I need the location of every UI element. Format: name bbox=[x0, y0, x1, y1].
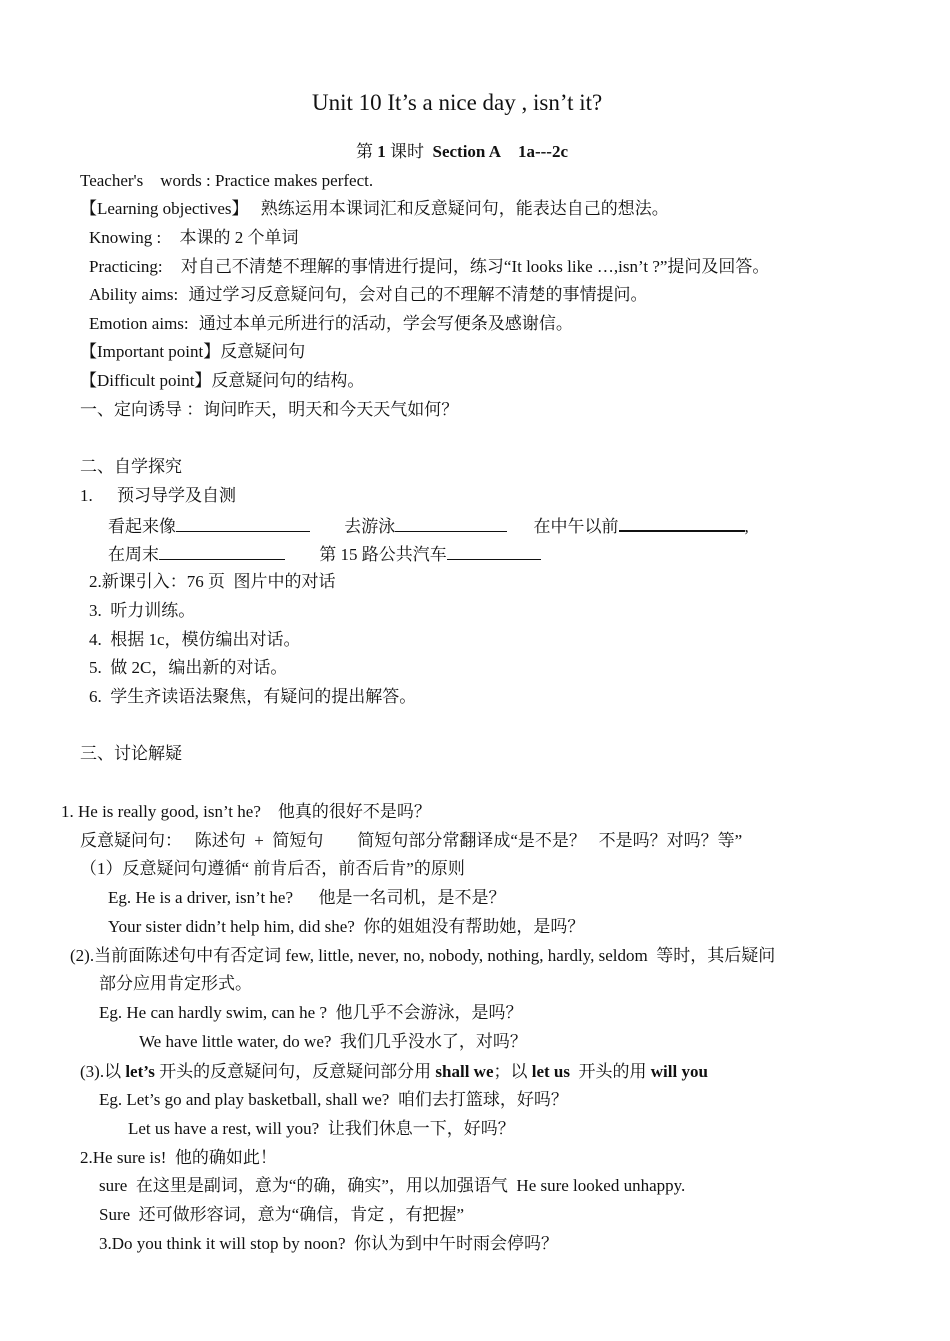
discussion-point-3: 3.Do you think it will stop by noon? 你认为到中午时雨会停吗？ bbox=[99, 1234, 558, 1253]
tag-question-definition: 反意疑问句： 陈述句 + 简短句 简短句部分常翻译成“是不是？ 不是吗？对吗？等” bbox=[80, 831, 743, 850]
ability-label: Ability aims: bbox=[89, 285, 179, 304]
example-2a: Eg. He can hardly swim, can he ? 他几乎不会游泳，是吗？ bbox=[99, 1003, 523, 1022]
emotion-text: 通过本单元所进行的活动，学会写便条及感谢信。 bbox=[198, 314, 573, 333]
vocab-go-swimming: 去游泳 bbox=[344, 517, 396, 536]
item-1-number: 1. bbox=[80, 486, 93, 505]
knowing-label: Knowing : bbox=[89, 228, 162, 247]
blank-before-noon[interactable] bbox=[619, 514, 745, 532]
lesson-unit: 课时 bbox=[390, 142, 424, 161]
rule-3-shall-we: shall we bbox=[435, 1062, 494, 1081]
rule-3-part-c: 开头的反意疑问句，反意疑问部分用 bbox=[154, 1062, 436, 1081]
lesson-section: Section A bbox=[432, 142, 501, 161]
rule-2-line-1: (2).当前面陈述句中有否定词 few, little, never, no, nobody, nothing, hardly, seldom 等时，其后疑问 bbox=[70, 946, 776, 965]
item-1-text: 预习导学及自测 bbox=[117, 486, 236, 505]
discussion-point-2: 2.He sure is! 他的确如此！ bbox=[80, 1148, 277, 1167]
rule-3-let-us: let us bbox=[531, 1062, 570, 1081]
practicing-row bbox=[89, 256, 769, 278]
sure-adjective-note: Sure 还可做形容词，意为“确信，肯定 ，有把握” bbox=[99, 1205, 465, 1224]
section-one-heading: 一、定向诱导 ：询问昨天，明天和今天天气如何？ bbox=[80, 400, 459, 419]
vocab-bus-15: 第 15 路公共汽车 bbox=[319, 545, 447, 564]
vocab-look-like: 看起来像 bbox=[108, 517, 176, 536]
rule-3-will-you: will you bbox=[650, 1062, 708, 1081]
section-two-heading: 二、自学探究 bbox=[80, 457, 182, 476]
practicing-label: Practicing: bbox=[89, 257, 163, 276]
self-study-item-2: 2.新课引入：76 页 图片中的对话 bbox=[89, 572, 336, 591]
practicing-text: 对自己不清楚不理解的事情进行提问，练习“It looks like …,isn’t ?”提问及回答。 bbox=[180, 257, 770, 276]
emotion-row bbox=[89, 313, 573, 335]
example-1b: Your sister didn’t help him, did she? 你的姐姐没有帮助她，是吗？ bbox=[108, 917, 585, 936]
sure-adverb-note: sure 在这里是副词，意为“的确，确实”，用以加强语气 He sure looked unhappy. bbox=[99, 1176, 686, 1195]
vocab-before-noon: 在中午以前 bbox=[533, 517, 619, 536]
knowing-text: 本课的 2 个单词 bbox=[179, 228, 299, 247]
knowing-row bbox=[89, 227, 299, 249]
example-1a: Eg. He is a driver, isn’t he? 他是一名司机，是不是？ bbox=[108, 888, 506, 907]
rule-3-part-e: ；以 bbox=[493, 1062, 532, 1081]
blank-look-like[interactable] bbox=[176, 515, 310, 532]
lesson-range: 1a---2c bbox=[517, 142, 569, 161]
rule-3-lets: let’s bbox=[125, 1062, 155, 1081]
ability-row bbox=[89, 284, 648, 306]
ability-text: 通过学习反意疑问句，会对自己的不理解不清楚的事情提问。 bbox=[188, 285, 648, 304]
vocab-comma: , bbox=[744, 517, 749, 536]
vocab-row-1 bbox=[108, 514, 749, 538]
lesson-prefix: 第 bbox=[356, 142, 373, 161]
vocab-weekend: 在周末 bbox=[108, 545, 159, 564]
self-study-item-1 bbox=[80, 485, 236, 507]
emotion-label: Emotion aims: bbox=[89, 314, 189, 333]
rule-2-line-2: 部分应用肯定形式。 bbox=[99, 974, 252, 993]
example-2b: We have little water, do we? 我们几乎没水了，对吗？ bbox=[139, 1032, 527, 1051]
objectives-label: 【Learning objectives】 bbox=[80, 199, 249, 218]
self-study-item-5: 5. 做 2C，编出新的对话。 bbox=[89, 658, 288, 677]
discussion-point-1: 1. He is really good, isn’t he? 他真的很好不是吗？ bbox=[61, 802, 431, 821]
blank-weekend[interactable] bbox=[159, 543, 285, 560]
rule-3-part-a: (3).以 bbox=[80, 1062, 126, 1081]
vocab-row-2 bbox=[108, 543, 541, 566]
objectives-text: 熟练运用本课词汇和反意疑问句，能表达自己的想法。 bbox=[260, 199, 669, 218]
self-study-item-6: 6. 学生齐读语法聚焦，有疑问的提出解答。 bbox=[89, 687, 417, 706]
example-3a: Eg. Let’s go and play basketball, shall we? 咱们去打篮球，好吗？ bbox=[99, 1090, 568, 1109]
section-three-heading: 三、讨论解疑 bbox=[80, 744, 182, 763]
important-point: 【Important point】反意疑问句 bbox=[80, 342, 306, 361]
self-study-item-3: 3. 听力训练。 bbox=[89, 601, 196, 620]
lesson-heading bbox=[356, 141, 568, 163]
blank-bus-15[interactable] bbox=[447, 543, 541, 560]
blank-go-swimming[interactable] bbox=[395, 515, 507, 532]
lesson-number: 1 bbox=[377, 142, 386, 161]
learning-objectives bbox=[80, 198, 669, 220]
self-study-item-4: 4. 根据 1c，模仿编出对话。 bbox=[89, 630, 301, 649]
document-title: Unit 10 It’s a nice day , isn’t it? bbox=[312, 90, 603, 115]
rule-1: （1）反意疑问句遵循“ 前肯后否，前否后肯”的原则 bbox=[80, 859, 465, 878]
difficult-point: 【Difficult point】反意疑问句的结构。 bbox=[80, 371, 365, 390]
rule-3 bbox=[80, 1061, 708, 1083]
teachers-words: Teacher's words : Practice makes perfect. bbox=[80, 171, 374, 190]
rule-3-part-g: 开头的用 bbox=[570, 1062, 651, 1081]
example-3b: Let us have a rest, will you? 让我们休息一下，好吗？ bbox=[128, 1119, 515, 1138]
